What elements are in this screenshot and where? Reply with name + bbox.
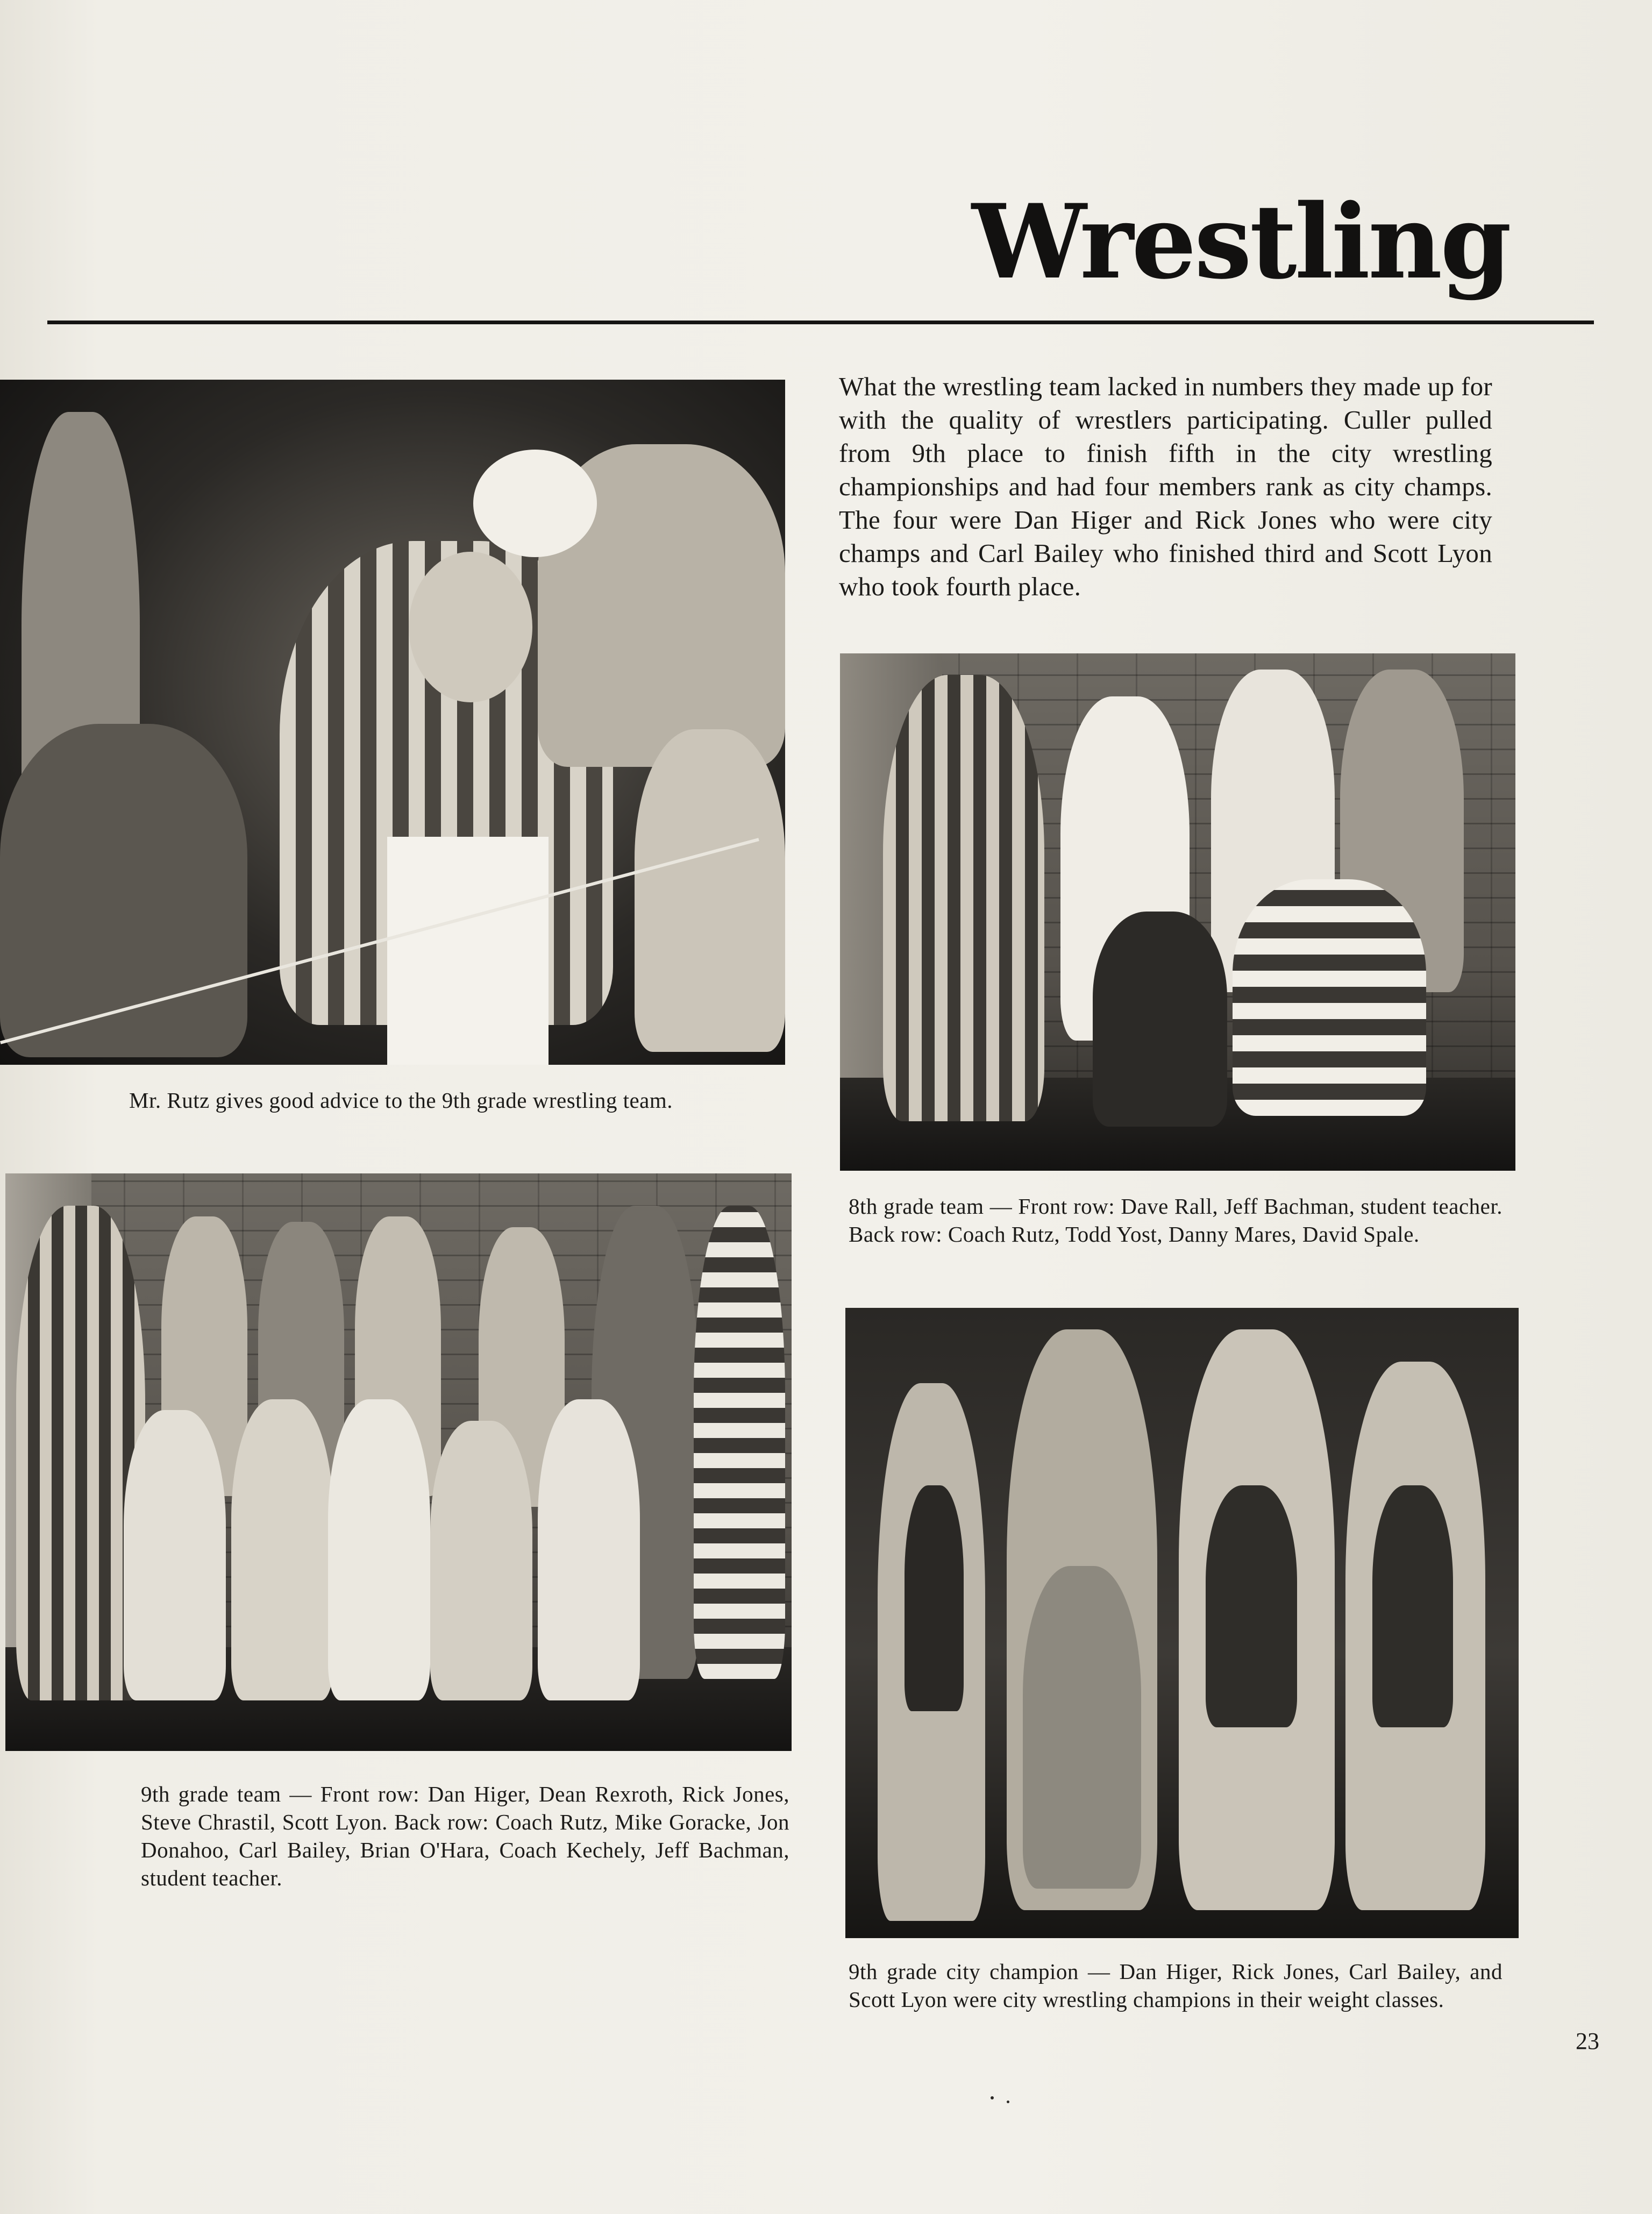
- page-number: 23: [1576, 2028, 1599, 2054]
- caption-rutz-advice: Mr. Rutz gives good advice to the 9th grade wrestling team.: [129, 1088, 673, 1113]
- photo-city-champions: [845, 1308, 1519, 1938]
- title-rule: [47, 321, 1594, 324]
- caption-ninth-grade-team: 9th grade team — Front row: Dan Higer, Dean Rexroth, Rick Jones, Steve Chrastil, Scott Lyon. Back row: Coach Rutz, Mike Goracke, Jon Donahoo, Carl Bailey, Brian O'Hara, Coach Kechely, Jeff Bachman, student teacher.: [141, 1782, 789, 1890]
- ink-speck: [1007, 2101, 1009, 2103]
- caption-eighth-grade-team: 8th grade team — Front row: Dave Rall, Jeff Bachman, student teacher. Back row: Coach Rutz, Todd Yost, Danny Mares, David Spale.: [849, 1194, 1503, 1247]
- photo-ninth-grade-team: [5, 1173, 792, 1751]
- photo-eighth-grade-team: [840, 653, 1515, 1171]
- page-title: Wrestling: [972, 182, 1509, 302]
- ink-speck: [991, 2096, 994, 2099]
- photo-rutz-advice: [0, 380, 785, 1065]
- intro-paragraph: What the wrestling team lacked in numbers they made up for with the quality of wrestlers participating. Culler pulled from 9th place to finish fifth in the city wrestling championships and had four members rank as city champs. The four were Dan Higer and Rick Jones who were city champs and Carl Bailey who finished third and Scott Lyon who took fourth place.: [839, 372, 1492, 601]
- caption-city-champions: 9th grade city champion — Dan Higer, Rick Jones, Carl Bailey, and Scott Lyon were city wrestling champions in their weight classes.: [849, 1959, 1503, 2012]
